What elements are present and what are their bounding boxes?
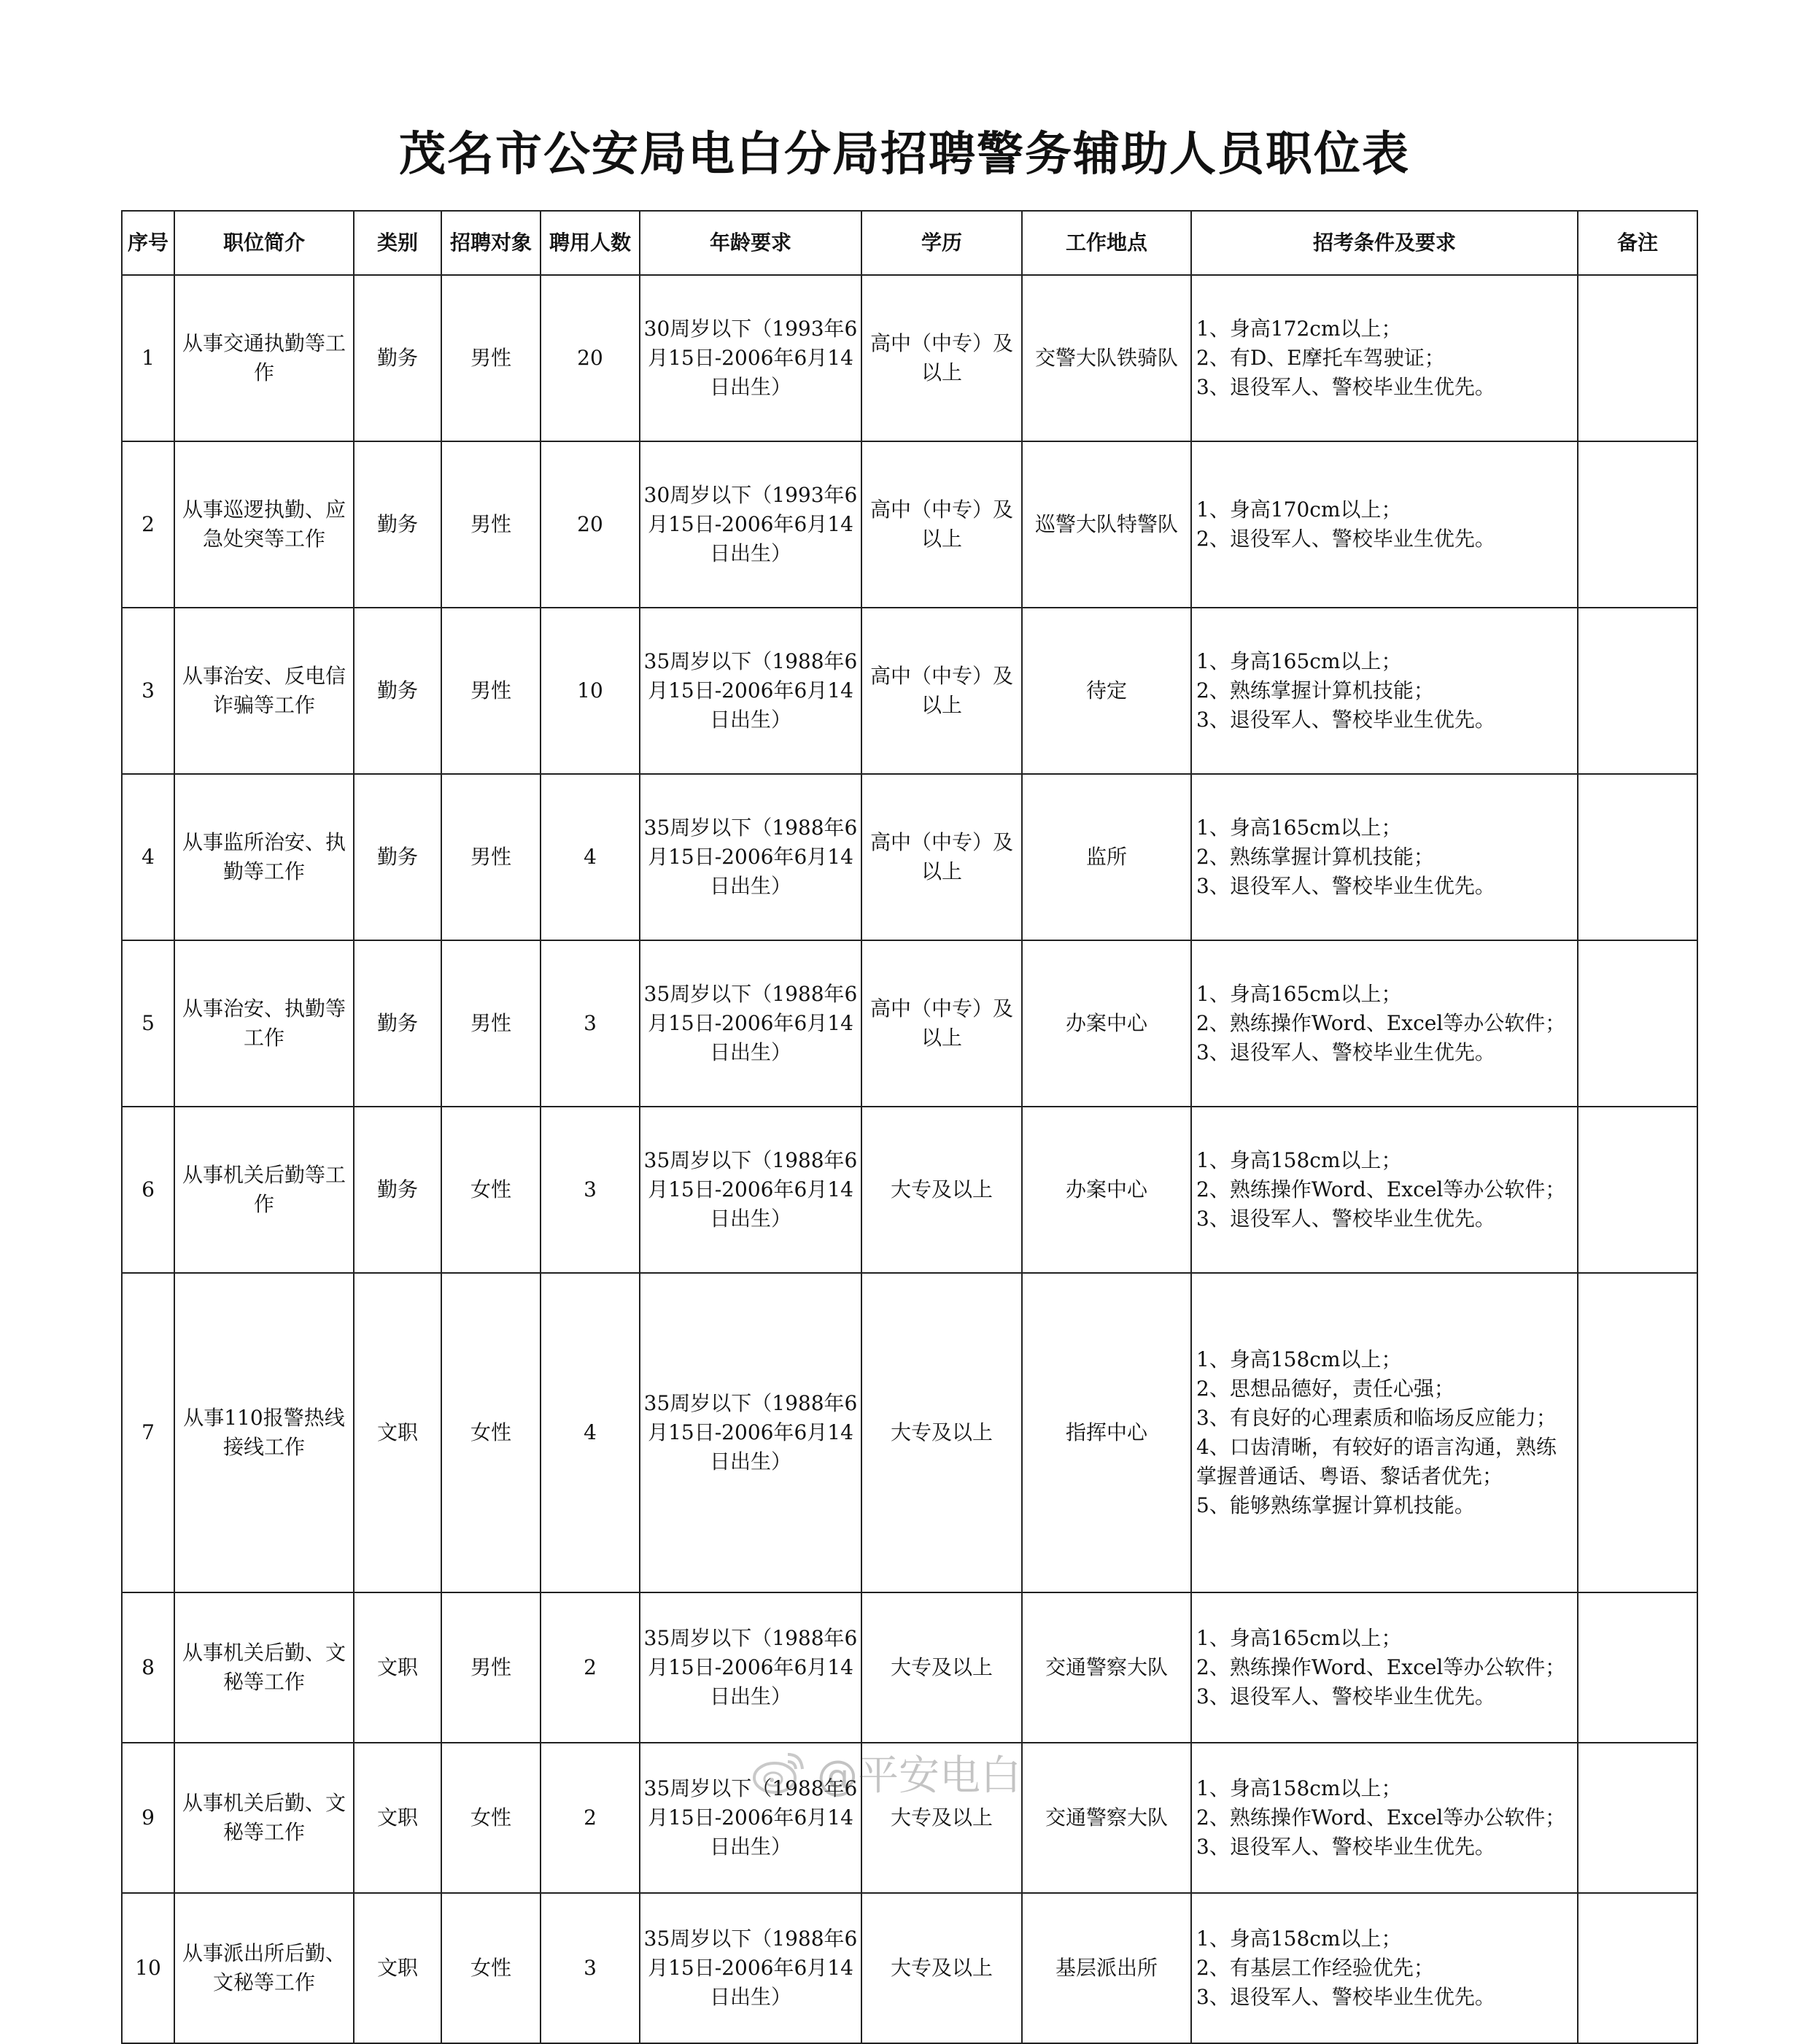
cell-edu: 高中（中专）及以上 (861, 441, 1022, 608)
requirement-line: 1、身高170cm以上； (1196, 498, 1402, 522)
cell-count: 10 (541, 608, 640, 774)
cell-edu: 大专及以上 (861, 1893, 1022, 2043)
cell-age: 30周岁以下（1993年6月15日-2006年6月14日出生） (640, 275, 861, 441)
cell-desc: 从事监所治安、执勤等工作 (174, 774, 354, 940)
cell-edu: 高中（中专）及以上 (861, 275, 1022, 441)
cell-note (1578, 1743, 1697, 1893)
cell-req (1191, 1273, 1578, 1592)
requirement-line: 2、熟练操作Word、Excel等办公软件； (1196, 1655, 1566, 1679)
requirement-line: 2、熟练操作Word、Excel等办公软件； (1196, 1805, 1566, 1830)
requirement-line: 3、退役军人、警校毕业生优先。 (1196, 1207, 1495, 1231)
cell-desc: 从事交通执勤等工作 (174, 275, 354, 441)
cell-req (1191, 608, 1578, 774)
cell-target: 女性 (441, 1273, 541, 1592)
cell-category: 勤务 (354, 608, 441, 774)
requirement-line: 1、身高158cm以上； (1196, 1776, 1402, 1800)
requirement-line: 2、熟练掌握计算机技能； (1196, 678, 1434, 702)
requirement-line: 3、退役军人、警校毕业生优先。 (1196, 375, 1495, 399)
requirement-line: 1、身高165cm以上； (1196, 982, 1402, 1006)
cell-desc: 从事派出所后勤、文秘等工作 (174, 1893, 354, 2043)
requirement-line: 2、熟练掌握计算机技能； (1196, 845, 1434, 869)
cell-target: 女性 (441, 1107, 541, 1273)
requirement-line: 1、身高158cm以上； (1196, 1347, 1402, 1371)
cell-place: 基层派出所 (1022, 1893, 1191, 2043)
cell-count: 3 (541, 940, 640, 1107)
cell-count: 20 (541, 441, 640, 608)
table-row (122, 1592, 1697, 1743)
cell-place: 交警大队铁骑队 (1022, 275, 1191, 441)
cell-target: 男性 (441, 441, 541, 608)
cell-edu: 大专及以上 (861, 1273, 1022, 1592)
requirement-line: 1、身高165cm以上； (1196, 816, 1402, 840)
table-row (122, 774, 1697, 940)
requirement-line: 1、身高158cm以上； (1196, 1927, 1402, 1951)
requirement-line: 4、口齿清晰，有较好的语言沟通，熟练掌握普通话、粤语、黎话者优先； (1196, 1435, 1557, 1488)
cell-place: 交通警察大队 (1022, 1592, 1191, 1743)
cell-age: 35周岁以下（1988年6月15日-2006年6月14日出生） (640, 774, 861, 940)
cell-age: 35周岁以下（1988年6月15日-2006年6月14日出生） (640, 1273, 861, 1592)
cell-count: 4 (541, 1273, 640, 1592)
cell-count: 3 (541, 1107, 640, 1273)
weibo-icon (751, 1749, 807, 1797)
cell-desc: 从事机关后勤、文秘等工作 (174, 1592, 354, 1743)
cell-edu: 高中（中专）及以上 (861, 940, 1022, 1107)
cell-no: 7 (122, 1273, 174, 1592)
cell-category: 文职 (354, 1592, 441, 1743)
cell-note (1578, 1592, 1697, 1743)
cell-no: 2 (122, 441, 174, 608)
cell-age: 35周岁以下（1988年6月15日-2006年6月14日出生） (640, 608, 861, 774)
cell-note (1578, 275, 1697, 441)
cell-note (1578, 1107, 1697, 1273)
requirement-line: 3、退役军人、警校毕业生优先。 (1196, 1985, 1495, 2009)
cell-count: 2 (541, 1743, 640, 1893)
cell-no: 5 (122, 940, 174, 1107)
header-count: 聘用人数 (541, 211, 640, 275)
table-row (122, 441, 1697, 608)
cell-age: 35周岁以下（1988年6月15日-2006年6月14日出生） (640, 1107, 861, 1273)
cell-category: 勤务 (354, 275, 441, 441)
cell-age: 35周岁以下（1988年6月15日-2006年6月14日出生） (640, 1743, 861, 1893)
header-note: 备注 (1578, 211, 1697, 275)
cell-desc: 从事治安、执勤等工作 (174, 940, 354, 1107)
cell-category: 文职 (354, 1893, 441, 2043)
requirement-line: 3、退役军人、警校毕业生优先。 (1196, 1040, 1495, 1064)
cell-edu: 大专及以上 (861, 1592, 1022, 1743)
watermark (751, 1743, 1021, 1802)
cell-count: 20 (541, 275, 640, 441)
cell-req (1191, 441, 1578, 608)
cell-note (1578, 1273, 1697, 1592)
requirement-line: 1、身高165cm以上； (1196, 649, 1402, 673)
cell-req (1191, 1743, 1578, 1893)
table-row (122, 1893, 1697, 2043)
requirement-line: 2、退役军人、警校毕业生优先。 (1196, 527, 1495, 551)
cell-age: 30周岁以下（1993年6月15日-2006年6月14日出生） (640, 441, 861, 608)
requirement-line: 2、有基层工作经验优先； (1196, 1956, 1434, 1980)
cell-note (1578, 940, 1697, 1107)
cell-edu: 大专及以上 (861, 1107, 1022, 1273)
cell-category: 勤务 (354, 1107, 441, 1273)
cell-age: 35周岁以下（1988年6月15日-2006年6月14日出生） (640, 1893, 861, 2043)
cell-category: 文职 (354, 1273, 441, 1592)
cell-req (1191, 1107, 1578, 1273)
requirement-line: 2、熟练操作Word、Excel等办公软件； (1196, 1177, 1566, 1201)
cell-category: 勤务 (354, 774, 441, 940)
cell-target: 女性 (441, 1893, 541, 2043)
page-title: 茂名市公安局电白分局招聘警务辅助人员职位表 (399, 128, 1410, 182)
header-target: 招聘对象 (441, 211, 541, 275)
requirement-line: 1、身高172cm以上； (1196, 317, 1402, 341)
watermark-text: @平安电白 (817, 1752, 1021, 1800)
table-row (122, 940, 1697, 1107)
cell-target: 男性 (441, 774, 541, 940)
cell-place: 巡警大队特警队 (1022, 441, 1191, 608)
cell-age: 35周岁以下（1988年6月15日-2006年6月14日出生） (640, 1592, 861, 1743)
table-row (122, 1107, 1697, 1273)
cell-no: 10 (122, 1893, 174, 2043)
cell-desc: 从事巡逻执勤、应急处突等工作 (174, 441, 354, 608)
header-no: 序号 (122, 211, 174, 275)
requirement-line: 1、身高158cm以上； (1196, 1148, 1402, 1172)
requirement-line: 3、退役军人、警校毕业生优先。 (1196, 1684, 1495, 1708)
table-header-row (122, 211, 1697, 275)
header-edu: 学历 (861, 211, 1022, 275)
table-row (122, 1273, 1697, 1592)
requirement-line: 2、思想品德好，责任心强； (1196, 1377, 1454, 1401)
cell-no: 8 (122, 1592, 174, 1743)
cell-category: 勤务 (354, 441, 441, 608)
cell-count: 2 (541, 1592, 640, 1743)
cell-desc: 从事机关后勤、文秘等工作 (174, 1743, 354, 1893)
cell-place: 办案中心 (1022, 1107, 1191, 1273)
cell-target: 男性 (441, 940, 541, 1107)
cell-place: 待定 (1022, 608, 1191, 774)
header-req: 招考条件及要求 (1191, 211, 1578, 275)
cell-desc: 从事治安、反电信诈骗等工作 (174, 608, 354, 774)
requirement-line: 3、退役军人、警校毕业生优先。 (1196, 874, 1495, 898)
cell-no: 9 (122, 1743, 174, 1893)
cell-place: 交通警察大队 (1022, 1743, 1191, 1893)
cell-edu: 高中（中专）及以上 (861, 774, 1022, 940)
cell-no: 1 (122, 275, 174, 441)
cell-no: 3 (122, 608, 174, 774)
cell-req (1191, 774, 1578, 940)
cell-count: 4 (541, 774, 640, 940)
cell-req (1191, 275, 1578, 441)
cell-place: 办案中心 (1022, 940, 1191, 1107)
requirement-line: 2、熟练操作Word、Excel等办公软件； (1196, 1011, 1566, 1035)
requirement-line: 2、有D、E摩托车驾驶证； (1196, 346, 1445, 370)
requirement-line: 5、能够熟练掌握计算机技能。 (1196, 1493, 1475, 1517)
cell-note (1578, 774, 1697, 940)
cell-edu: 高中（中专）及以上 (861, 608, 1022, 774)
cell-target: 男性 (441, 608, 541, 774)
cell-target: 男性 (441, 1592, 541, 1743)
cell-req (1191, 1893, 1578, 2043)
requirement-line: 3、退役军人、警校毕业生优先。 (1196, 1835, 1495, 1859)
cell-desc: 从事机关后勤等工作 (174, 1107, 354, 1273)
requirement-line: 1、身高165cm以上； (1196, 1626, 1402, 1650)
table-row (122, 608, 1697, 774)
requirement-line: 3、有良好的心理素质和临场反应能力； (1196, 1406, 1557, 1430)
cell-edu: 大专及以上 (861, 1743, 1022, 1893)
cell-place: 监所 (1022, 774, 1191, 940)
cell-req (1191, 940, 1578, 1107)
cell-count: 3 (541, 1893, 640, 2043)
header-category: 类别 (354, 211, 441, 275)
cell-age: 35周岁以下（1988年6月15日-2006年6月14日出生） (640, 940, 861, 1107)
cell-target: 男性 (441, 275, 541, 441)
cell-note (1578, 608, 1697, 774)
cell-place: 指挥中心 (1022, 1273, 1191, 1592)
table-row (122, 275, 1697, 441)
cell-note (1578, 1893, 1697, 2043)
header-desc: 职位简介 (174, 211, 354, 275)
cell-req (1191, 1592, 1578, 1743)
cell-note (1578, 441, 1697, 608)
cell-category: 勤务 (354, 940, 441, 1107)
cell-category: 文职 (354, 1743, 441, 1893)
cell-no: 6 (122, 1107, 174, 1273)
header-place: 工作地点 (1022, 211, 1191, 275)
requirement-line: 3、退役军人、警校毕业生优先。 (1196, 708, 1495, 732)
header-age: 年龄要求 (640, 211, 861, 275)
cell-desc: 从事110报警热线接线工作 (174, 1273, 354, 1592)
cell-target: 女性 (441, 1743, 541, 1893)
cell-no: 4 (122, 774, 174, 940)
